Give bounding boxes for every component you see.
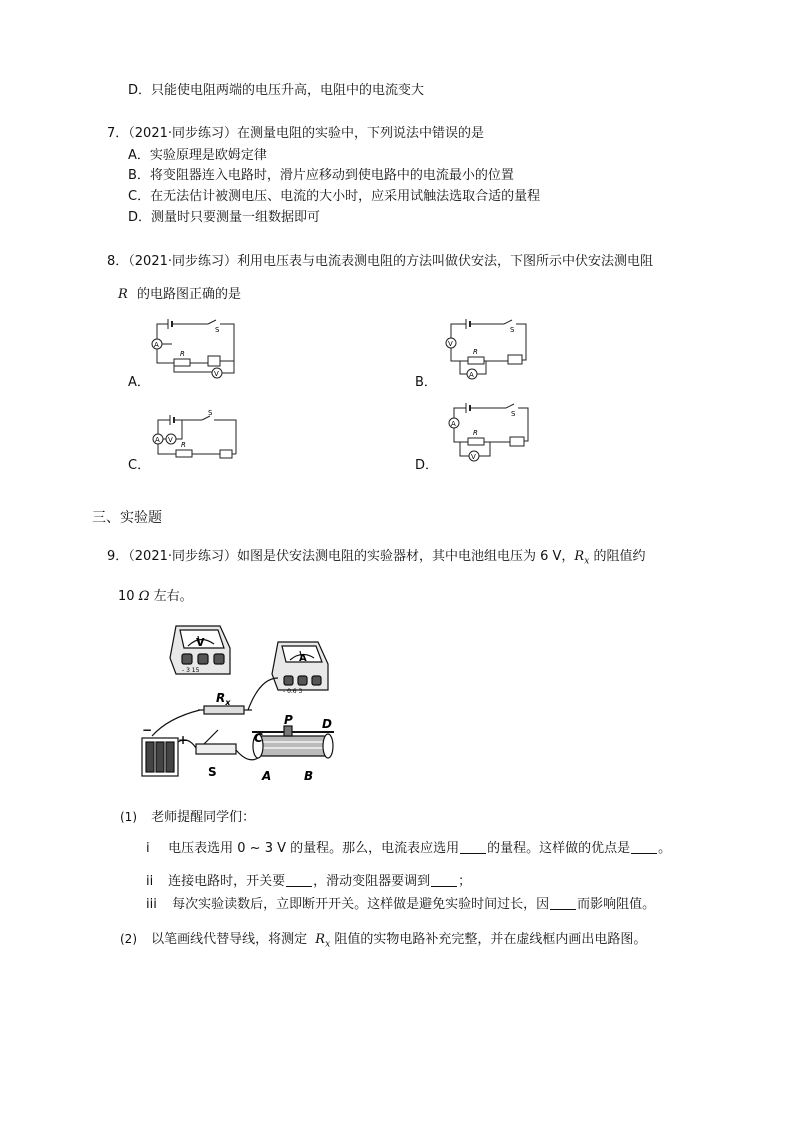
q9-part2-num: (2) [120, 932, 137, 946]
circuit-b-switch-label: S [510, 326, 515, 334]
figure-voltmeter-letter: V [196, 636, 205, 649]
figure-plus-label: + [178, 733, 189, 747]
circuit-c-switch-label: S [208, 409, 213, 417]
q8-label-b: B． [415, 375, 437, 390]
figure-voltmeter-scale: - 3 15 [182, 667, 200, 674]
q9-unit-ohm: Ω [138, 589, 150, 604]
q8-stem: 8．（2021·同步练习）利用电压表与电流表测电阻的方法叫做伏安法，下图所示中伏安法测电阻 [107, 254, 653, 269]
q9-sub-i-num: i [146, 841, 150, 856]
circuit-c-ammeter-label: A [155, 436, 160, 444]
figure-ammeter-letter: A [299, 653, 307, 664]
circuit-a-ammeter-label: A [154, 341, 159, 349]
circuit-b-ammeter-label: A [469, 371, 474, 379]
figure-rheostat-a: A [262, 769, 272, 783]
circuit-c-voltmeter-label: V [168, 436, 173, 444]
apparatus-figure [138, 618, 338, 786]
figure-rheostat-p: P [284, 713, 293, 727]
figure-rheostat-d: D [322, 717, 332, 731]
figure-rheostat-b: B [304, 769, 314, 783]
q9-sub-iii-num: iii [146, 897, 157, 912]
circuit-a-switch-label: S [215, 326, 220, 334]
answer-blank-switch-state[interactable] [286, 874, 312, 887]
circuit-diagram-c [148, 406, 243, 466]
q9-stem-b: 的阻值约 [593, 549, 646, 564]
q9-part2 [120, 928, 646, 950]
q9-stem-rest: 左右。 [153, 589, 193, 604]
q8-label-a: A． [128, 375, 150, 390]
circuit-b-voltmeter-label: V [448, 340, 453, 348]
q9-variable-sub: x [584, 556, 590, 567]
figure-ammeter-scale: - 0.6 3 [283, 688, 303, 695]
q9-sub-ii-text-c: ； [458, 874, 472, 889]
circuit-a-resistor-label: R [180, 350, 185, 358]
q9-resistance-value: 10 [118, 589, 135, 604]
answer-blank-rheostat-position[interactable] [431, 874, 457, 887]
circuit-d-voltmeter-label: V [471, 453, 476, 461]
q8-label-c: C． [128, 458, 151, 473]
circuit-d-switch-label: S [511, 410, 516, 418]
q9-stem-line2 [118, 585, 193, 604]
q9-sub-i-text-c: 。 [658, 841, 672, 856]
q9-sub-ii-text-b: ，滑动变阻器要调到 [313, 874, 431, 889]
q9-sub-iii-text-a: 每次实验读数后，立即断开开关。这样做是避免实验时间过长，因 [172, 897, 550, 912]
q9-part2-text-b: 阻值的实物电路补充完整，并在虚线框内画出电路图。 [334, 932, 647, 947]
answer-blank-cause[interactable] [550, 897, 576, 910]
answer-blank-ammeter-range[interactable] [460, 841, 486, 854]
q9-sub-iii-text-b: 而影响阻值。 [577, 897, 656, 912]
q9-part1-text: 老师提醒同学们： [151, 810, 256, 825]
q9-sub-i-text-b: 的量程。这样做的优点是 [487, 841, 631, 856]
q8-stem-rest: 的电路图正确的是 [136, 287, 241, 302]
circuit-b-resistor-label: R [473, 348, 478, 356]
section-title: 三、实验题 [92, 510, 162, 526]
circuit-d-ammeter-label: A [451, 420, 456, 428]
circuit-diagram-d [440, 400, 535, 466]
q7-stem: 7．（2021·同步练习）在测量电阻的实验中，下列说法中错误的是 [107, 126, 484, 141]
figure-switch-label: S [208, 765, 217, 779]
q7-option-d: D．测量时只要测量一组数据即可 [128, 210, 321, 225]
q6-option-d: D．只能使电阻两端的电压升高，电阻中的电流变大 [128, 83, 425, 98]
q7-option-c: C．在无法估计被测电压、电流的大小时，应采用试触法选取合适的量程 [128, 189, 541, 204]
q9-sub-ii-text-a: 连接电路时，开关要 [168, 874, 286, 889]
q9-stem [107, 545, 645, 567]
figure-resistor-label: $R_x$ [216, 691, 231, 707]
q9-part2-variable-r: R [315, 932, 326, 947]
q7-option-a: A．实验原理是欧姆定律 [128, 148, 267, 163]
circuit-d-resistor-label: R [473, 429, 478, 437]
q9-stem-a: 9．（2021·同步练习）如图是伏安法测电阻的实验器材，其中电池组电压为 6 V， [107, 549, 575, 564]
q8-label-d: D． [415, 458, 439, 473]
circuit-c-resistor-label: R [181, 441, 186, 449]
q8-stem-line2 [118, 283, 241, 302]
figure-rheostat-c: C [254, 731, 263, 745]
q9-part1-num: (1) [120, 810, 137, 824]
figure-minus-label: − [142, 723, 153, 737]
q9-sub-ii [146, 870, 471, 889]
q9-part2-text-a: 以笔画线代替导线，将测定 [151, 932, 308, 947]
circuit-diagram-b [440, 318, 535, 382]
q9-sub-i-text-a: 电压表选用 0 ~ 3 V 的量程。那么，电流表应选用 [168, 841, 460, 856]
q9-variable-r: R [574, 549, 585, 564]
q8-variable-r: R [118, 287, 128, 302]
q9-part2-variable-sub: x [325, 939, 331, 950]
q7-option-b: B．将变阻器连入电路时，滑片应移动到使电路中的电流最小的位置 [128, 168, 514, 183]
answer-blank-advantage[interactable] [631, 841, 657, 854]
q9-sub-i [146, 837, 671, 856]
q9-sub-iii [146, 893, 655, 912]
q9-sub-ii-num: ii [146, 874, 154, 889]
circuit-a-voltmeter-label: V [214, 370, 219, 378]
q9-part1 [120, 806, 255, 825]
circuit-diagram-a [148, 318, 243, 382]
